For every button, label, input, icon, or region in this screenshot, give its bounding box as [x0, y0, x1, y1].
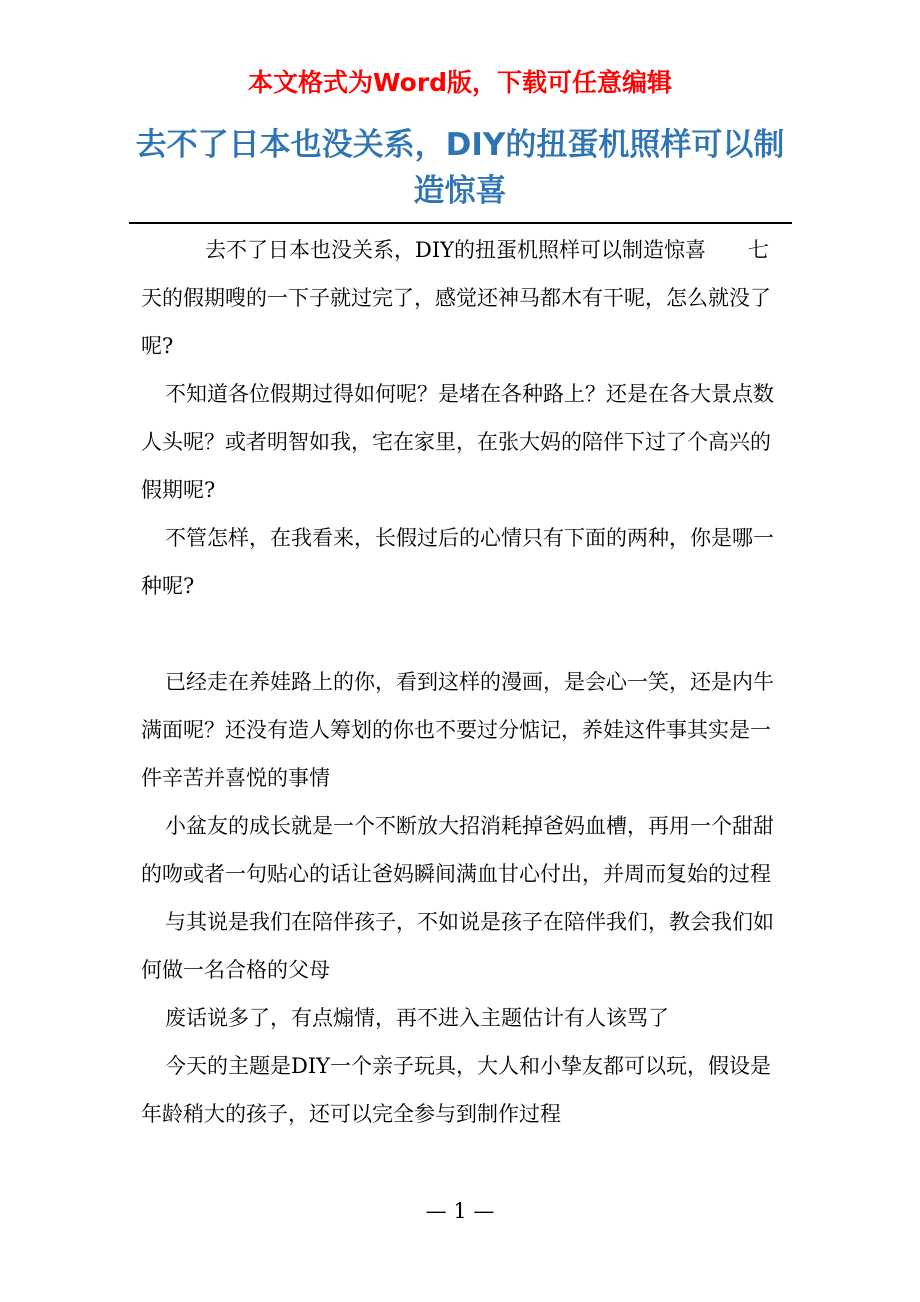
- document-body: [141, 226, 781, 1138]
- paragraph: 与其说是我们在陪伴孩子，不如说是孩子在陪伴我们，教会我们如何做一名合格的父母: [141, 910, 774, 982]
- paragraph: 已经走在养娃路上的你，看到这样的漫画，是会心一笑，还是内牛满面呢？还没有造人筹划的你也不要过分惦记，养娃这件事其实是一件辛苦并喜悦的事情: [141, 670, 774, 790]
- paragraph: 去不了日本也没关系，DIY的扭蛋机照样可以制造惊喜 七天的假期嗖的一下子就过完了，感觉还神马都木有干呢，怎么就没了呢?: [141, 238, 771, 358]
- title-divider: [129, 222, 792, 224]
- format-banner: 本文格式为Word版，下载可任意编辑: [247, 68, 673, 97]
- paragraph: 小盆友的成长就是一个不断放大招消耗掉爸妈血槽，再用一个甜甜的吻或者一句贴心的话让爸妈瞬间满血甘心付出，并周而复始的过程: [141, 814, 774, 886]
- paragraph: 今天的主题是DIY一个亲子玩具，大人和小挚友都可以玩，假设是年龄稍大的孩子，还可以完全参与到制作过程: [141, 1054, 771, 1126]
- blank-gap: [141, 610, 781, 658]
- paragraph: 不知道各位假期过得如何呢？是堵在各种路上？还是在各大景点数人头呢？或者明智如我，宅在家里，在张大妈的陪伴下过了个高兴的假期呢?: [141, 382, 774, 502]
- paragraph: 废话说多了，有点煽情，再不进入主题估计有人该骂了: [165, 1006, 669, 1030]
- paragraph: 不管怎样，在我看来，长假过后的心情只有下面的两种，你是哪一种呢?: [141, 526, 774, 598]
- document-title: 去不了日本也没关系，DIY的扭蛋机照样可以制造惊喜: [135, 127, 785, 209]
- page-number: — 1 —: [425, 1199, 495, 1223]
